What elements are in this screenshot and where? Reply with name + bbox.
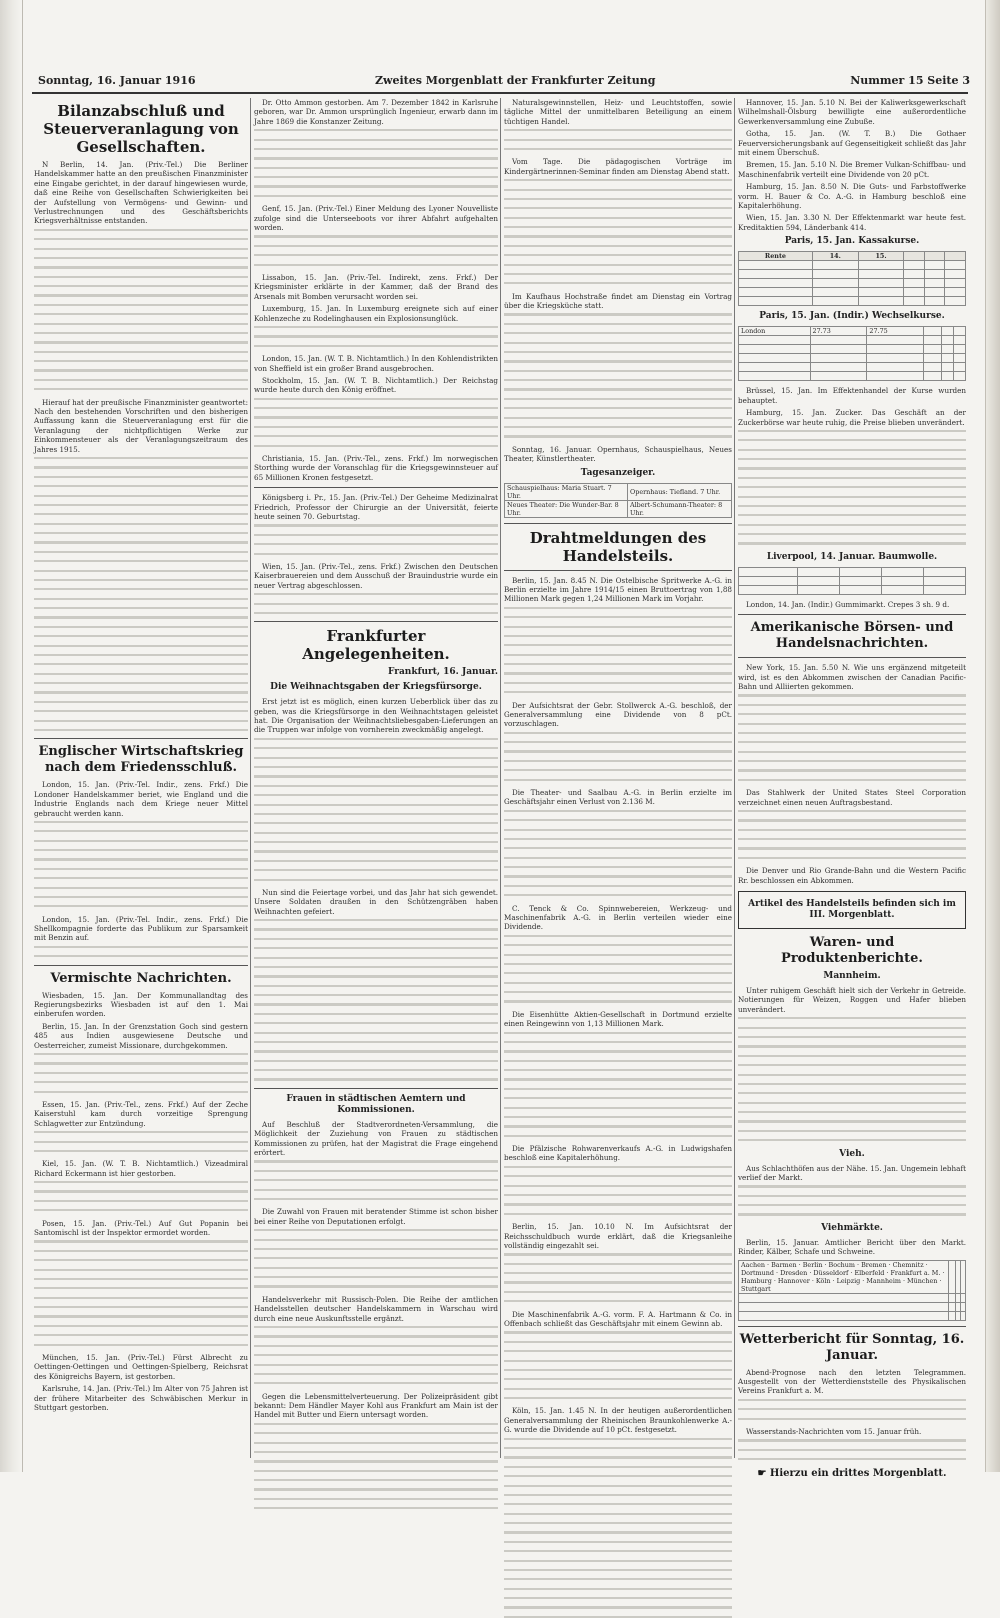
text-block (34, 1131, 248, 1152)
article-paragraph: Berlin, 15. Jan. In der Grenzstation Goch sind gestern 485 aus Indien ausgewiesene Deutsche und Oesterreicher, zumeist Missionare, durchgekommen. (34, 1021, 248, 1050)
footer-text: Hierzu ein drittes Morgenblatt. (769, 1467, 947, 1479)
text-block (504, 732, 732, 781)
article-paragraph: Die Pfälzische Rohwarenverkaufs A.-G. in Ludwigshafen beschloß eine Kapitalerhöhung. (504, 1144, 732, 1163)
article-paragraph: Im Kaufhaus Hochstraße findet am Dienstag ein Vortrag über die Kriegsküche statt. (504, 291, 732, 311)
article-paragraph: Die Zuwahl von Frauen mit beratender Stimme ist schon bisher bei einer Reihe von Deputationen erfolgt. (254, 1207, 498, 1226)
listings-heading: Tagesanzeiger. (580, 467, 656, 478)
text-block (34, 229, 248, 391)
text-block (254, 919, 498, 1081)
article-paragraph: Köln, 15. Jan. 1.45 N. In der heutigen außerordentlichen Generalversammlung der Rheinischen Braunkohlenwerke A.-G. wurde die Dividende auf 10 pCt. festgesetzt. (504, 1406, 732, 1435)
text-block (254, 235, 498, 265)
article-paragraph: Berlin, 15. Jan. 10.10 N. Im Aufsichtsrat der Reichsschuldbuch wurde erklärt, daß die Kriegsanleihe vollständig eingezahlt sei. (504, 1222, 732, 1250)
masthead-date: Sonntag, 16. Januar 1916 (38, 74, 196, 87)
article-paragraph: Gegen die Lebensmittelverteuerung. Der Polizeipräsident gibt bekannt: Dem Händler Mayer Kohl aus Frankfurt am Main ist der Handel mit Butter und Eiern untersagt worden. (254, 1391, 498, 1420)
section-divider (254, 1088, 498, 1089)
table-cell: 27.73 (810, 327, 867, 336)
subsection-heading: Mannheim. (823, 971, 881, 982)
masthead-number: Nummer 15 Seite 3 (850, 74, 970, 87)
footer-notice: ☛ Hierzu ein drittes Morgenblatt. (757, 1467, 947, 1479)
article-paragraph: Essen, 15. Jan. (Priv.-Tel., zens. Frkf.) Auf der Zeche Kaiserstuhl kam durch vorzeitige Sprengung Schlagwetter zur Entzündung. (34, 1099, 248, 1128)
table-cell: Aachen · Barmen · Berlin · Bochum · Bremen · Chemnitz · Dortmund · Dresden · Düsseldorf · Elberfeld · Frankfurt a. M. · Hamburg · Hannover · Köln · Leipzig · Mannheim · München · Stuttgart (739, 1260, 949, 1293)
text-block (254, 1423, 498, 1510)
text-block (504, 1331, 732, 1399)
article-paragraph: Dr. Otto Ammon gestorben. Am 7. Dezember 1842 in Karlsruhe geboren, war Dr. Ammon ursprünglich Ingenieur, erwarb dann im Jahre 1869 die Konstanzer Zeitung. (254, 98, 498, 126)
text-block (504, 1253, 732, 1302)
article-paragraph: Handelsverkehr mit Russisch-Polen. Die Reihe der amtlichen Handelsstellen deutscher Handelskammern in Warschau wird durch eine neue Auskunftsstelle ergänzt. (254, 1294, 498, 1323)
text-block (254, 326, 498, 347)
table-header-cell: Rente (739, 252, 813, 261)
article-paragraph: C. Tenck & Co. Spinnwebereien, Werkzeug- und Maschinenfabrik A.-G. in Berlin verteilen wieder eine Dividende. (504, 903, 732, 932)
article-heading: Vermischte Nachrichten. (50, 970, 232, 986)
text-block (504, 1032, 732, 1137)
article-paragraph: Brüssel, 15. Jan. Im Effektenhandel der Kurse wurden behauptet. (738, 386, 966, 405)
text-block (34, 1240, 248, 1345)
table-heading: Paris, 15. Jan. (Indir.) Wechselkurse. (759, 311, 945, 322)
article-paragraph: Genf, 15. Jan. (Priv.-Tel.) Einer Meldung des Lyoner Nouvelliste zufolge sind die Unterseeboots vor ihrer Abfahrt aufgehalten worden. (254, 204, 498, 233)
text-block (738, 1439, 966, 1460)
masthead-title: Zweites Morgenblatt der Frankfurter Zeitung (375, 74, 656, 87)
subsection-heading: Vieh. (839, 1148, 865, 1159)
article-paragraph: London, 15. Jan. (W. T. B. Nichtamtlich.) In den Kohlendistrikten von Sheffield ist ein großer Brand ausgebrochen. (254, 354, 498, 373)
section-divider (254, 487, 498, 488)
article-paragraph: Wiesbaden, 15. Jan. Der Kommunallandtag des Regierungsbezirks Wiesbaden ist auf den 1. Mai einberufen worden. (34, 990, 248, 1019)
article-heading: Englischer Wirtschaftskrieg nach dem Friedensschluß. (38, 744, 244, 776)
article-paragraph: Die Maschinenfabrik A.-G. vorm. F. A. Hartmann & Co. in Offenbach schließt das Geschäftsjahr mit einem Gewinn ab. (504, 1309, 732, 1328)
article-paragraph: Das Stahlwerk der United States Steel Corporation verzeichnet einen neuen Auftragsbestand. (738, 788, 966, 807)
table-header-cell: 15. (858, 252, 904, 261)
column-3 (504, 98, 732, 1458)
notice-text: Artikel des Handelsteils befinden sich im III. Morgenblatt. (748, 899, 956, 921)
text-block (738, 430, 966, 545)
text-block (254, 1229, 498, 1287)
article-paragraph: Lissabon, 15. Jan. (Priv.-Tel. Indirekt, zens. Frkf.) Der Kriegsminister erklärte in der Kammer, daß der Brand des Arsenals mit Bomben verursacht worden sei. (254, 272, 498, 301)
text-block (254, 1326, 498, 1384)
section-divider (738, 614, 966, 615)
article-paragraph: Wien, 15. Jan. 3.30 N. Der Effektenmarkt war heute fest. Kreditaktien 594, Länderbank 414. (738, 213, 966, 232)
section-divider (254, 621, 498, 622)
article-paragraph: New York, 15. Jan. 5.50 N. Wie uns ergänzend mitgeteilt wird, ist es den Abkommen zwischen der Canadian Pacific-Bahn und Alliierten gekommen. (738, 663, 966, 691)
table-heading: Liverpool, 14. Januar. Baumwolle. (766, 551, 938, 562)
notice-box (738, 891, 966, 929)
text-block (34, 821, 248, 908)
table-heading: Paris, 15. Jan. Kassakurse. (784, 236, 920, 247)
article-paragraph: Die Theater- und Saalbau A.-G. in Berlin erzielte im Geschäftsjahr einen Verlust von 2.136 M. (504, 787, 732, 807)
section-divider (504, 570, 732, 571)
listing-entry: Neues Theater: Die Wunder-Bar. 8 Uhr. (505, 500, 628, 517)
article-paragraph: Bremen, 15. Jan. 5.10 N. Die Bremer Vulkan-Schiffbau- und Maschinenfabrik verteilt eine Dividende von 20 pCt. (738, 160, 966, 179)
text-block (504, 935, 732, 1003)
table-header-cell: 14. (812, 252, 858, 261)
article-paragraph: Hamburg, 15. Jan. 8.50 N. Die Guts- und Farbstoffwerke vorm. H. Bauer & Co. A.-G. in Hamburg beschloß eine Kapitalerhöhung. (738, 182, 966, 211)
text-block (738, 694, 966, 781)
article-paragraph: Stockholm, 15. Jan. (W. T. B. Nichtamtlich.) Der Reichstag wurde heute durch den König eröffnet. (254, 375, 498, 395)
text-block (254, 398, 498, 447)
text-block (254, 129, 498, 197)
article-paragraph: London, 14. Jan. (Indir.) Gummimarkt. Crepes 3 sh. 9 d. (746, 599, 950, 609)
article-paragraph: London, 15. Jan. (Priv.-Tel. Indir., zens. Frkf.) Die Londoner Handelskammer beriet, wie England und die Industrie Englands nach dem Kriege neuer Mittel gebraucht werden kann. (34, 780, 248, 818)
subsection-heading: Viehmärkte. (821, 1222, 883, 1233)
text-block (504, 179, 732, 284)
paris-wechselkurse-table (738, 326, 966, 381)
masthead (30, 72, 970, 90)
column-rule (734, 98, 735, 1458)
article-heading: Frauen in städtischen Aemtern und Kommissionen. (286, 1093, 466, 1115)
section-heading: Frankfurter Angelegenheiten. (302, 627, 450, 664)
text-block (254, 1160, 498, 1200)
listing-entry: Opernhaus: Tiefland. 7 Uhr. (627, 483, 731, 500)
text-block (738, 810, 966, 859)
article-paragraph: Königsberg i. Pr., 15. Jan. (Priv.-Tel.) Der Geheime Medizinalrat Friedrich, Professor der Chirurgie an der Universität, feierte heute seinen 70. Geburtstag. (254, 493, 498, 521)
article-paragraph: Berlin, 15. Jan. 8.45 N. Die Ostelbische Spritwerke A.-G. in Berlin erzielte im Jahre 1914/15 einen Bruttoertrag von 1,88 Millionen Mark gegen 1,24 Millionen Mark im Vorjahr. (504, 575, 732, 604)
article-paragraph: Hannover, 15. Jan. 5.10 N. Bei der Kaliwerksgewerkschaft Wilhelmshall-Ölsburg bewilligte eine außerordentliche Gewerkenversammlung eine Zubuße. (738, 98, 966, 126)
article-paragraph: Die Eisenhütte Aktien-Gesellschaft in Dortmund erzielte einen Reingewinn von 1,13 Millionen Mark. (504, 1009, 732, 1029)
article-paragraph: München, 15. Jan. (Priv.-Tel.) Fürst Albrecht zu Oettingen-Oettingen und Oettingen-Spielberg, Reichsrat des Königreichs Bayern, ist gestorben. (34, 1352, 248, 1381)
text-block (504, 1166, 732, 1215)
text-block (738, 1399, 966, 1420)
article-paragraph: London, 15. Jan. (Priv.-Tel. Indir., zens. Frkf.) Die Shellkompagnie forderte das Publikum zur Sparsamkeit mit Benzin auf. (34, 914, 248, 943)
text-block (254, 738, 498, 881)
column-rule (500, 98, 501, 1458)
section-heading: Wetterbericht für Sonntag, 16. Januar. (739, 1331, 965, 1363)
section-divider (738, 1326, 966, 1327)
article-paragraph: Luxemburg, 15. Jan. In Luxemburg ereignete sich auf einer Kohlenzeche zu Rodelinghausen ein Explosionsunglück. (254, 304, 498, 323)
article-paragraph: Erst jetzt ist es möglich, einen kurzen Ueberblick über das zu geben, was die Kriegsfürsorge in den Weihnachtstagen geleistet hat. Die Organisation der Weihnachtsliebesgaben-Lieferungen an die Truppen war infolge von vornherein zweckmäßig angelegt. (254, 697, 498, 735)
text-block (34, 457, 248, 731)
next-page-edge (985, 0, 1000, 1472)
paris-kassakurse-table (738, 251, 966, 306)
article-paragraph: Abend-Prognose nach den letzten Telegrammen. Ausgestellt von der Wetterdienststelle des Physikalischen Vereins Frankfurt a. M. (738, 1367, 966, 1396)
text-block (504, 1438, 732, 1618)
column-1 (34, 98, 248, 1458)
article-paragraph: N Berlin, 14. Jan. (Priv.-Tel.) Die Berliner Handelskammer hatte an den preußischen Finanzminister eine Eingabe gerichtet, in der darauf hingewiesen wurde, daß eine Reihe von Gesellschaften Schwierigkeiten bei der Aufstellung von Vermögens- und Gewinn- und Verlustrechnungen und des Geschäftsberichts Kriegsverhältnisse entstanden. (34, 160, 248, 226)
text-block (504, 810, 732, 897)
masthead-rule (32, 92, 968, 94)
text-block (738, 1017, 966, 1141)
article-paragraph: Nun sind die Feiertage vorbei, und das Jahr hat sich gewendet. Unsere Soldaten draußen in den Schützengräben haben Weihnachten gefeiert. (254, 887, 498, 916)
article-paragraph: Wien, 15. Jan. (Priv.-Tel., zens. Frkf.) Zwischen den Deutschen Kaiserbrauereien und dem Ausschuß der Brauindustrie wurde ein neuer Vertrag abgeschlossen. (254, 561, 498, 590)
section-heading: Drahtmeldungen des Handelsteils. (529, 528, 707, 565)
article-paragraph: Sonntag, 16. Januar. Opernhaus, Schauspielhaus, Neues Theater, Künstlertheater. (504, 444, 732, 464)
article-paragraph: Naturalsgewinnstellen, Heiz- und Leuchtstoffen, sowie tägliche Mittel der unmittelbaren Beteiligung an einem tüchtigen Handel. (504, 98, 732, 126)
text-block (34, 1181, 248, 1211)
section-divider (738, 657, 966, 658)
listing-entry: Albert-Schumann-Theater: 8 Uhr. (627, 500, 731, 517)
section-heading: Amerikanische Börsen- und Handelsnachrichten. (750, 620, 954, 652)
article-paragraph: Unter ruhigem Geschäft hielt sich der Verkehr in Getreide. Notierungen für Weizen, Roggen und Hafer blieben unverändert. (738, 986, 966, 1014)
article-paragraph: Christiania, 15. Jan. (Priv.-Tel., zens. Frkf.) Im norwegischen Storthing wurde der Voranschlag für die Kriegsgewinnsteuer auf 65 Millionen Kronen festgesetzt. (254, 453, 498, 482)
article-paragraph: Hierauf hat der preußische Finanzminister geantwortet: Nach den bestehenden Vorschriften und den bisherigen Auffassung kann die Steuerveranlagung erst für die Veranlagung der nichtpflichtigen Werke zur Einkommensteuer als der Veranlagungszeitraum des Jahres 1915. (34, 397, 248, 454)
table-cell: London (739, 327, 811, 336)
section-divider (34, 738, 248, 739)
cattle-market-table (738, 1260, 966, 1321)
article-paragraph: Posen, 15. Jan. (Priv.-Tel.) Auf Gut Popanin bei Santomischl ist der Inspektor ermordet worden. (34, 1218, 248, 1237)
article-paragraph: Wasserstands-Nachrichten vom 15. Januar früh. (746, 1426, 922, 1436)
article-heading: Bilanzabschluß und Steuerveranlagung von Gesellschaften. (43, 102, 239, 156)
liverpool-cotton-table (738, 567, 966, 595)
article-paragraph: Kiel, 15. Jan. (W. T. B. Nichtamtlich.) Vizeadmiral Richard Eckermann ist hier gestorben. (34, 1159, 248, 1178)
text-block (34, 946, 248, 958)
listing-entry: Schauspielhaus: Maria Stuart. 7 Uhr. (505, 483, 628, 500)
text-block (34, 1053, 248, 1093)
text-block (254, 524, 498, 554)
dateline: Frankfurt, 16. Januar. (387, 667, 498, 678)
text-block (504, 607, 732, 694)
article-paragraph: Karlsruhe, 14. Jan. (Priv.-Tel.) Im Alter von 75 Jahren ist der frühere Mitarbeiter des Schwäbischen Merkur in Stuttgart gestorben. (34, 1384, 248, 1412)
text-block (738, 1185, 966, 1215)
article-paragraph: Vom Tage. Die pädagogischen Vorträge im Kindergärtnerinnen-Seminar finden am Dienstag Abend statt. (504, 157, 732, 176)
article-paragraph: Berlin, 15. Januar. Amtlicher Bericht über den Markt. Rinder, Kälber, Schafe und Schweine. (738, 1237, 966, 1257)
article-paragraph: Die Denver und Rio Grande-Bahn und die Western Pacific Rr. beschlossen ein Abkommen. (738, 866, 966, 885)
column-4 (738, 98, 966, 1479)
section-heading: Waren- und Produktenberichte. (781, 935, 923, 967)
article-paragraph: Aus Schlachthöfen aus der Nähe. 15. Jan. Ungemein lebhaft verlief der Markt. (738, 1163, 966, 1182)
column-rule (250, 98, 251, 1458)
text-block (504, 313, 732, 437)
section-divider (504, 523, 732, 524)
article-paragraph: Der Aufsichtsrat der Gebr. Stollwerck A.-G. beschloß, der Generalversammlung eine Dividende von 8 pCt. vorzuschlagen. (504, 700, 732, 729)
column-2 (254, 98, 498, 1458)
article-heading: Die Weihnachtsgaben der Kriegsfürsorge. (270, 682, 482, 693)
section-divider (34, 965, 248, 966)
previous-page-edge (0, 0, 23, 1472)
text-block (504, 129, 732, 150)
article-paragraph: Hamburg, 15. Jan. Zucker. Das Geschäft an der Zuckerbörse war heute ruhig, die Preise blieben unverändert. (738, 408, 966, 427)
theater-listings (504, 483, 732, 518)
article-paragraph: Gotha, 15. Jan. (W. T. B.) Die Gothaer Feuerversicherungsbank auf Gegenseitigkeit schließt das Jahr mit einem Überschuß. (738, 129, 966, 158)
text-block (254, 593, 498, 614)
article-paragraph: Auf Beschluß der Stadtverordneten-Versammlung, die Möglichkeit der Zuziehung von Frauen zu städtischen Kommissionen zu prüfen, hat der Magistrat die Frage eingehend erörtert. (254, 1119, 498, 1158)
table-cell: 27.75 (867, 327, 924, 336)
